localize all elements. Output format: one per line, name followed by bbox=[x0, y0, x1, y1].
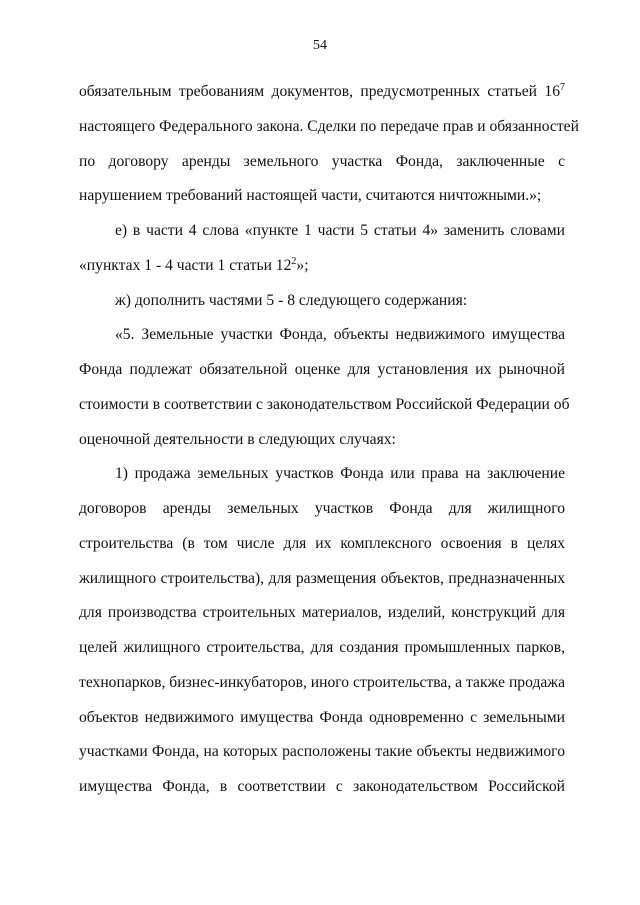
text-line: «пунктах 1 - 4 части 1 статьи $12^2$»; bbox=[79, 255, 309, 274]
text-line: обязательным требованиям документов, предусмотренных статьей $16^7$ bbox=[79, 82, 565, 100]
text-line: строительства (в том числе для их комплексного освоения в целях bbox=[79, 534, 565, 552]
text-line: технопарков, бизнес-инкубаторов, иного строительства, а также продажа bbox=[79, 673, 565, 691]
text-line: по договору аренды земельного участка Фонда, заключенные с bbox=[79, 152, 565, 170]
text-line: жилищного строительства), для размещения объектов, предназначенных bbox=[79, 569, 565, 587]
text-line: договоров аренды земельных участков Фонда для жилищного bbox=[79, 500, 565, 517]
document-body bbox=[79, 75, 579, 805]
text-line: целей жилищного строительства, для создания промышленных парков, bbox=[79, 639, 565, 656]
text-line: ж) дополнить частями 5 - 8 следующего содержания: bbox=[115, 291, 468, 309]
text-line: нарушением требований настоящей части, считаются ничтожными.»; bbox=[79, 187, 542, 205]
text-line: 1) продажа земельных участков Фонда или права на заключение bbox=[115, 465, 565, 483]
text-line: оценочной деятельности в следующих случаях: bbox=[79, 430, 396, 448]
text-line: стоимости в соответствии с законодательством Российской Федерации об bbox=[79, 395, 570, 413]
page-number: 54 bbox=[313, 38, 327, 53]
text-line: имущества Фонда, в соответствии с законодательством Российской bbox=[79, 778, 565, 795]
text-line: участками Фонда, на которых расположены такие объекты недвижимого bbox=[79, 743, 565, 761]
text-line: объектов недвижимого имущества Фонда одновременно с земельными bbox=[79, 708, 565, 726]
text-line: для производства строительных материалов, изделий, конструкций для bbox=[79, 604, 565, 622]
text-line: е) в части 4 слова «пункте 1 части 5 статьи 4» заменить словами bbox=[115, 222, 565, 239]
text-line: «5. Земельные участки Фонда, объекты недвижимого имущества bbox=[115, 326, 565, 344]
text-line: настоящего Федерального закона. Сделки по передаче прав и обязанностей bbox=[79, 117, 579, 135]
text-line: Фонда подлежат обязательной оценке для установления их рыночной bbox=[79, 361, 565, 378]
